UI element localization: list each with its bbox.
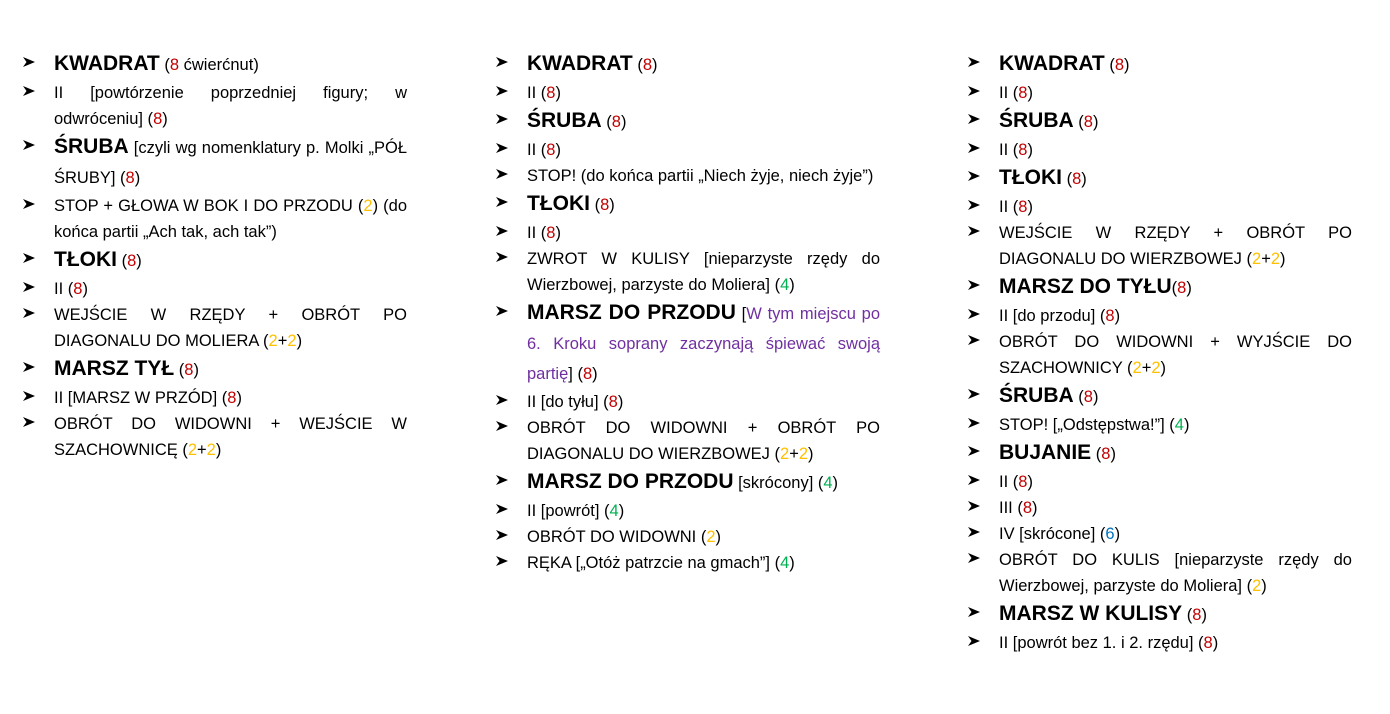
text-segment: ) bbox=[296, 332, 303, 350]
text-segment: II [powrót bez 1. i 2. rzędu] ( bbox=[999, 634, 1204, 652]
item-text bbox=[999, 412, 1352, 438]
text-segment: ) bbox=[652, 56, 658, 74]
item-text bbox=[54, 411, 407, 463]
step-list bbox=[495, 49, 880, 576]
count-value: 4 bbox=[1174, 416, 1184, 434]
count-value: 8 bbox=[127, 252, 137, 270]
arrowhead-bullet-icon bbox=[22, 49, 54, 79]
text-segment: ) bbox=[1032, 499, 1038, 517]
item-text bbox=[54, 193, 407, 245]
text-segment: ) bbox=[1027, 198, 1033, 216]
item-text bbox=[527, 415, 880, 467]
count-value: 8 bbox=[1022, 499, 1033, 517]
arrowhead-bullet-icon bbox=[495, 524, 527, 550]
count-value: W tym miejscu po 6. Kroku soprany zaczynają śpiewać swoją partię bbox=[527, 305, 880, 383]
arrowhead-bullet-icon bbox=[967, 412, 999, 438]
figure-name: KWADRAT bbox=[999, 52, 1105, 75]
text-segment: OBRÓT DO WIDOWNI + WEJŚCIE W SZACHOWNICĘ ( bbox=[54, 415, 407, 459]
list-item bbox=[967, 381, 1352, 412]
text-segment: ) bbox=[808, 445, 814, 463]
list-item bbox=[967, 220, 1352, 272]
text-segment: II ( bbox=[999, 84, 1019, 102]
figure-name: ŚRUBA bbox=[999, 109, 1074, 132]
text-segment: WEJŚCIE W RZĘDY + OBRÓT PO DIAGONALU DO WIERZBOWEJ ( bbox=[999, 224, 1352, 268]
arrowhead-bullet-icon bbox=[22, 385, 54, 411]
arrowhead-bullet-icon bbox=[495, 106, 527, 136]
text-segment: IV [skrócone] ( bbox=[999, 525, 1106, 543]
item-text bbox=[999, 381, 1352, 412]
item-text bbox=[999, 521, 1352, 547]
arrowhead-bullet-icon bbox=[967, 547, 999, 573]
count-value: 4 bbox=[780, 276, 790, 294]
list-item bbox=[495, 389, 880, 415]
arrowhead-bullet-icon bbox=[22, 245, 54, 275]
figure-name: KWADRAT bbox=[54, 52, 160, 75]
list-item bbox=[967, 412, 1352, 438]
list-item bbox=[22, 80, 407, 132]
text-segment: II ( bbox=[999, 141, 1019, 159]
text-segment: STOP + GŁOWA W BOK I DO PRZODU ( bbox=[54, 197, 364, 215]
item-text bbox=[54, 276, 407, 302]
count-value: 8 bbox=[1105, 307, 1115, 325]
list-item bbox=[495, 163, 880, 189]
list-item bbox=[22, 411, 407, 463]
text-segment: ) bbox=[1212, 634, 1219, 652]
text-segment: ) bbox=[555, 224, 561, 242]
text-segment: ZWROT W KULISY [nieparzyste rzędy do Wierzbowej, parzyste do Moliera] ( bbox=[527, 250, 880, 294]
list-item bbox=[495, 137, 880, 163]
text-segment: [skrócony] ( bbox=[733, 474, 824, 492]
count-value: 6 bbox=[1105, 525, 1115, 543]
text-segment: ) bbox=[1027, 141, 1033, 159]
item-text bbox=[527, 220, 880, 246]
text-segment: ) bbox=[82, 280, 88, 298]
arrowhead-bullet-icon bbox=[967, 521, 999, 547]
text-segment: ) bbox=[555, 84, 561, 102]
count-value: 8 bbox=[1101, 445, 1111, 463]
count-value: 2 bbox=[287, 332, 297, 350]
list-item bbox=[22, 385, 407, 411]
text-segment: + bbox=[277, 332, 288, 350]
text-segment: ) bbox=[715, 528, 722, 546]
arrowhead-bullet-icon bbox=[22, 302, 54, 328]
text-segment: ) bbox=[1092, 388, 1099, 406]
count-value: 8 bbox=[1177, 279, 1187, 297]
arrowhead-bullet-icon bbox=[495, 498, 527, 524]
text-segment: ) bbox=[789, 554, 795, 572]
count-value: 8 bbox=[642, 56, 653, 74]
list-item bbox=[495, 49, 880, 80]
list-item bbox=[495, 415, 880, 467]
text-segment: ) bbox=[1186, 279, 1192, 297]
arrowhead-bullet-icon bbox=[495, 550, 527, 576]
text-segment: II [do tyłu] ( bbox=[527, 393, 609, 411]
item-text bbox=[54, 80, 407, 132]
count-value: 8 bbox=[1083, 113, 1093, 131]
text-segment: II ( bbox=[999, 473, 1019, 491]
count-value: 4 bbox=[780, 554, 790, 572]
item-text bbox=[999, 630, 1352, 656]
item-text bbox=[54, 132, 407, 193]
text-segment: II ( bbox=[54, 280, 74, 298]
figure-name: TŁOKI bbox=[54, 248, 117, 271]
count-value: 8 bbox=[125, 169, 135, 187]
item-text bbox=[527, 389, 880, 415]
item-text bbox=[527, 49, 880, 80]
text-segment: II [do przodu] ( bbox=[999, 307, 1106, 325]
figure-name: MARSZ W KULISY bbox=[999, 602, 1183, 625]
list-item bbox=[22, 276, 407, 302]
text-segment: OBRÓT DO KULIS [nieparzyste rzędy do Wierzbowej, parzyste do Moliera] ( bbox=[999, 551, 1352, 595]
text-segment: II ( bbox=[527, 84, 547, 102]
count-value: 8 bbox=[73, 280, 83, 298]
arrowhead-bullet-icon bbox=[967, 80, 999, 106]
arrowhead-bullet-icon bbox=[22, 80, 54, 106]
count-value: 8 bbox=[546, 141, 556, 159]
list-item bbox=[967, 49, 1352, 80]
count-value: 2 bbox=[706, 528, 716, 546]
text-segment: ) bbox=[1081, 170, 1087, 188]
text-segment: ( bbox=[1073, 113, 1084, 131]
list-item bbox=[967, 194, 1352, 220]
text-segment: [ bbox=[735, 305, 747, 323]
column-2 bbox=[495, 49, 880, 576]
arrowhead-bullet-icon bbox=[495, 467, 527, 497]
text-segment: OBRÓT DO WIDOWNI + WYJŚCIE DO SZACHOWNICY ( bbox=[999, 333, 1352, 377]
item-text bbox=[54, 302, 407, 354]
arrowhead-bullet-icon bbox=[495, 189, 527, 219]
arrowhead-bullet-icon bbox=[967, 438, 999, 468]
list-item bbox=[495, 467, 880, 498]
text-segment: WEJŚCIE W RZĘDY + OBRÓT PO DIAGONALU DO MOLIERA ( bbox=[54, 306, 407, 350]
arrowhead-bullet-icon bbox=[22, 354, 54, 384]
count-value: 8 bbox=[1018, 198, 1028, 216]
count-value: 8 bbox=[611, 113, 621, 131]
arrowhead-bullet-icon bbox=[967, 329, 999, 355]
arrowhead-bullet-icon bbox=[495, 49, 527, 79]
item-text bbox=[54, 385, 407, 411]
count-value: 2 bbox=[798, 445, 809, 463]
list-item bbox=[495, 550, 880, 576]
text-segment: II [MARSZ W PRZÓD] ( bbox=[54, 389, 228, 407]
count-value: 8 bbox=[1072, 170, 1082, 188]
list-item bbox=[495, 246, 880, 298]
list-item bbox=[495, 220, 880, 246]
count-value: 8 bbox=[1083, 388, 1093, 406]
text-segment: ( bbox=[1091, 445, 1102, 463]
figure-name: MARSZ TYŁ bbox=[54, 357, 175, 380]
list-item bbox=[22, 302, 407, 354]
item-text bbox=[527, 106, 880, 137]
text-segment: ) bbox=[162, 110, 168, 128]
count-value: 8 bbox=[153, 110, 163, 128]
text-segment: ( bbox=[159, 56, 170, 74]
figure-name: BUJANIE bbox=[999, 441, 1092, 464]
text-segment: ) bbox=[1160, 359, 1167, 377]
figure-name: ŚRUBA bbox=[54, 135, 129, 158]
text-segment: ( bbox=[1182, 606, 1193, 624]
text-segment: + bbox=[1261, 250, 1271, 268]
text-segment: ćwierćnut) bbox=[179, 56, 259, 74]
count-value: 2 bbox=[1270, 250, 1281, 268]
list-item bbox=[22, 193, 407, 245]
count-value: 8 bbox=[608, 393, 618, 411]
text-segment: ( bbox=[1171, 279, 1178, 297]
count-value: 2 bbox=[268, 332, 278, 350]
count-value: 8 bbox=[184, 361, 194, 379]
list-item bbox=[495, 80, 880, 106]
arrowhead-bullet-icon bbox=[495, 220, 527, 246]
item-text bbox=[527, 246, 880, 298]
arrowhead-bullet-icon bbox=[967, 272, 999, 302]
list-item bbox=[967, 521, 1352, 547]
list-item bbox=[495, 524, 880, 550]
count-value: 8 bbox=[1018, 84, 1028, 102]
text-segment: ) bbox=[1114, 307, 1121, 325]
count-value: 2 bbox=[1252, 250, 1262, 268]
item-text bbox=[999, 272, 1352, 303]
count-value: 2 bbox=[187, 441, 198, 459]
list-item bbox=[495, 498, 880, 524]
item-text bbox=[527, 524, 880, 550]
text-segment: ) bbox=[1201, 606, 1207, 624]
text-segment: ) bbox=[1124, 56, 1130, 74]
list-item bbox=[22, 245, 407, 276]
item-text bbox=[527, 298, 880, 389]
item-text bbox=[527, 467, 880, 498]
list-item bbox=[967, 137, 1352, 163]
text-segment: ) bbox=[136, 252, 142, 270]
count-value: 8 bbox=[169, 56, 180, 74]
text-segment: ( bbox=[174, 361, 185, 379]
figure-name: MARSZ DO PRZODU bbox=[527, 301, 736, 324]
count-value: 2 bbox=[780, 445, 790, 463]
arrowhead-bullet-icon bbox=[967, 163, 999, 193]
text-segment: STOP! [„Odstępstwa!”] ( bbox=[999, 416, 1175, 434]
arrowhead-bullet-icon bbox=[967, 469, 999, 495]
item-text bbox=[999, 194, 1352, 220]
arrowhead-bullet-icon bbox=[22, 193, 54, 219]
figure-name: ŚRUBA bbox=[527, 109, 602, 132]
item-text bbox=[527, 498, 880, 524]
count-value: 2 bbox=[206, 441, 216, 459]
figure-name: TŁOKI bbox=[527, 192, 590, 215]
column-1 bbox=[22, 49, 407, 463]
item-text bbox=[54, 354, 407, 385]
text-segment: II ( bbox=[527, 141, 547, 159]
count-value: 8 bbox=[546, 84, 556, 102]
list-item bbox=[967, 106, 1352, 137]
column-3 bbox=[967, 49, 1352, 656]
text-segment: ( bbox=[1062, 170, 1073, 188]
text-segment: ) bbox=[832, 474, 839, 492]
list-item bbox=[967, 438, 1352, 469]
list-item bbox=[22, 354, 407, 385]
text-segment: OBRÓT DO WIDOWNI + OBRÓT PO DIAGONALU DO WIERZBOWEJ ( bbox=[527, 419, 880, 463]
list-item bbox=[967, 495, 1352, 521]
text-segment: STOP! (do końca partii „Niech żyje, niech żyje”) bbox=[527, 167, 874, 185]
arrowhead-bullet-icon bbox=[495, 80, 527, 106]
item-text bbox=[527, 550, 880, 576]
arrowhead-bullet-icon bbox=[967, 381, 999, 411]
count-value: 8 bbox=[227, 389, 237, 407]
count-value: 2 bbox=[363, 197, 373, 215]
text-segment: II ( bbox=[527, 224, 547, 242]
text-segment: + bbox=[197, 441, 207, 459]
text-segment: ( bbox=[601, 113, 612, 131]
text-segment: II ( bbox=[999, 198, 1019, 216]
text-segment: ] ( bbox=[568, 365, 583, 383]
arrowhead-bullet-icon bbox=[22, 276, 54, 302]
text-segment: ) (do końca partii „Ach tak, ach tak”) bbox=[54, 197, 407, 241]
list-item bbox=[967, 630, 1352, 656]
arrowhead-bullet-icon bbox=[495, 163, 527, 189]
text-segment: III ( bbox=[999, 499, 1023, 517]
arrowhead-bullet-icon bbox=[967, 106, 999, 136]
text-segment: II [powtórzenie poprzedniej figury; w odwróceniu] ( bbox=[54, 84, 407, 128]
list-item bbox=[967, 80, 1352, 106]
list-item bbox=[967, 547, 1352, 599]
item-text bbox=[999, 137, 1352, 163]
arrowhead-bullet-icon bbox=[967, 630, 999, 656]
figure-name: KWADRAT bbox=[527, 52, 633, 75]
arrowhead-bullet-icon bbox=[22, 411, 54, 437]
text-segment: ( bbox=[1104, 56, 1115, 74]
arrowhead-bullet-icon bbox=[967, 599, 999, 629]
count-value: 8 bbox=[1018, 141, 1028, 159]
item-text bbox=[999, 547, 1352, 599]
item-text bbox=[999, 163, 1352, 194]
arrowhead-bullet-icon bbox=[967, 220, 999, 246]
text-segment: ( bbox=[1073, 388, 1084, 406]
item-text bbox=[54, 49, 407, 80]
text-segment: + bbox=[789, 445, 799, 463]
arrowhead-bullet-icon bbox=[967, 194, 999, 220]
item-text bbox=[999, 303, 1352, 329]
count-value: 8 bbox=[1114, 56, 1125, 74]
text-segment: ) bbox=[1261, 577, 1267, 595]
item-text bbox=[527, 189, 880, 220]
text-segment: ) bbox=[555, 141, 561, 159]
list-item bbox=[967, 599, 1352, 630]
count-value: 8 bbox=[600, 196, 610, 214]
text-segment: ) bbox=[1110, 445, 1116, 463]
arrowhead-bullet-icon bbox=[495, 137, 527, 163]
count-value: 8 bbox=[1192, 606, 1202, 624]
figure-name: ŚRUBA bbox=[999, 384, 1074, 407]
text-segment: ( bbox=[590, 196, 601, 214]
item-text bbox=[527, 163, 880, 189]
item-text bbox=[527, 137, 880, 163]
item-text bbox=[527, 80, 880, 106]
arrowhead-bullet-icon bbox=[495, 389, 527, 415]
text-segment: OBRÓT DO WIDOWNI ( bbox=[527, 528, 707, 546]
count-value: 8 bbox=[582, 365, 593, 383]
item-text bbox=[999, 599, 1352, 630]
text-segment: ) bbox=[134, 169, 141, 187]
text-segment: + bbox=[1141, 359, 1152, 377]
list-item bbox=[495, 189, 880, 220]
list-item bbox=[22, 132, 407, 193]
step-list bbox=[967, 49, 1352, 656]
text-segment: ) bbox=[789, 276, 795, 294]
list-item bbox=[967, 469, 1352, 495]
arrowhead-bullet-icon bbox=[967, 49, 999, 79]
text-segment: RĘKA [„Otóż patrzcie na gmach”] ( bbox=[527, 554, 781, 572]
list-item bbox=[967, 163, 1352, 194]
item-text bbox=[999, 495, 1352, 521]
item-text bbox=[999, 329, 1352, 381]
count-value: 8 bbox=[546, 224, 556, 242]
text-segment: ) bbox=[1027, 473, 1033, 491]
item-text bbox=[999, 49, 1352, 80]
step-list bbox=[22, 49, 407, 463]
arrowhead-bullet-icon bbox=[495, 415, 527, 441]
text-segment: ) bbox=[193, 361, 199, 379]
text-segment: [czyli wg nomenklatury p. Molki „PÓŁ ŚRUBY] ( bbox=[54, 139, 407, 187]
figure-name: MARSZ DO TYŁU bbox=[999, 275, 1172, 298]
figure-name: TŁOKI bbox=[999, 166, 1062, 189]
arrowhead-bullet-icon bbox=[22, 132, 54, 162]
item-text bbox=[999, 80, 1352, 106]
text-segment: ) bbox=[618, 502, 625, 520]
count-value: 2 bbox=[1151, 359, 1161, 377]
list-item bbox=[967, 272, 1352, 303]
text-segment: ) bbox=[1183, 416, 1190, 434]
text-segment: ) bbox=[617, 393, 624, 411]
arrowhead-bullet-icon bbox=[495, 246, 527, 272]
list-item bbox=[967, 329, 1352, 381]
count-value: 4 bbox=[823, 474, 833, 492]
arrowhead-bullet-icon bbox=[967, 303, 999, 329]
text-segment: ) bbox=[1027, 84, 1033, 102]
item-text bbox=[999, 438, 1352, 469]
text-segment: ) bbox=[1092, 113, 1099, 131]
figure-name: MARSZ DO PRZODU bbox=[527, 470, 734, 493]
count-value: 4 bbox=[609, 502, 619, 520]
list-item bbox=[967, 303, 1352, 329]
count-value: 8 bbox=[1018, 473, 1028, 491]
count-value: 2 bbox=[1252, 577, 1262, 595]
text-segment: ) bbox=[236, 389, 242, 407]
text-segment: ) bbox=[592, 365, 598, 383]
text-segment: ( bbox=[632, 56, 643, 74]
list-item bbox=[495, 106, 880, 137]
text-segment: ) bbox=[215, 441, 222, 459]
item-text bbox=[999, 469, 1352, 495]
list-item bbox=[495, 298, 880, 389]
item-text bbox=[54, 245, 407, 276]
text-segment: ) bbox=[1114, 525, 1121, 543]
arrowhead-bullet-icon bbox=[967, 495, 999, 521]
text-segment: ) bbox=[1280, 250, 1286, 268]
text-segment: ) bbox=[609, 196, 615, 214]
text-segment: II [powrót] ( bbox=[527, 502, 610, 520]
item-text bbox=[999, 106, 1352, 137]
count-value: 8 bbox=[1203, 634, 1213, 652]
count-value: 2 bbox=[1132, 359, 1142, 377]
text-segment: ( bbox=[117, 252, 128, 270]
arrowhead-bullet-icon bbox=[967, 137, 999, 163]
arrowhead-bullet-icon bbox=[495, 298, 527, 328]
item-text bbox=[999, 220, 1352, 272]
list-item bbox=[22, 49, 407, 80]
text-segment: ) bbox=[620, 113, 627, 131]
